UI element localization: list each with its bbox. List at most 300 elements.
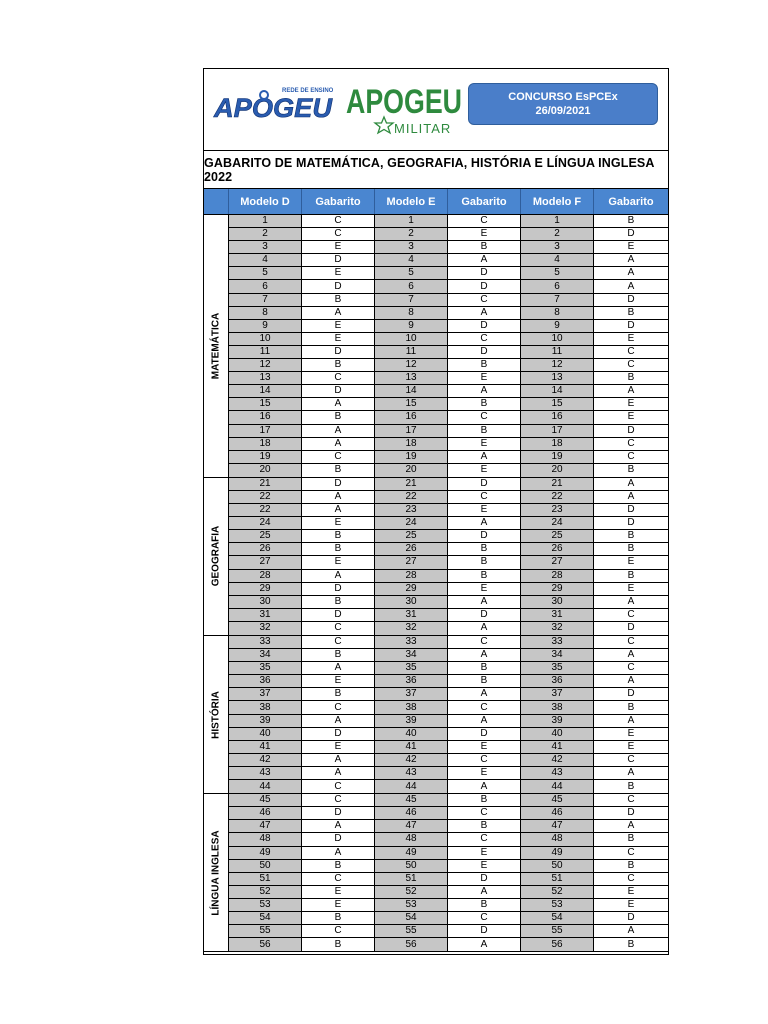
column-header: Gabarito [608, 195, 654, 208]
question-number-cell: 25 [229, 530, 302, 542]
table-row [229, 780, 668, 793]
answer-cell: A [302, 398, 375, 410]
question-number-cell: 27 [521, 556, 594, 568]
answer-cell: E [302, 241, 375, 253]
subject-label: GEOGRAFIA [210, 526, 222, 587]
contest-info-box [468, 83, 658, 125]
table-row [229, 715, 668, 728]
table-row [229, 398, 668, 411]
question-number-cell: 46 [229, 807, 302, 819]
answer-cell: B [302, 294, 375, 306]
question-number-cell: 42 [375, 754, 448, 766]
answer-cell: A [448, 688, 521, 700]
question-number-cell: 14 [375, 385, 448, 397]
question-number-cell: 55 [229, 925, 302, 937]
question-number-cell: 40 [521, 728, 594, 740]
answer-cell: D [302, 280, 375, 292]
column-header-blank [204, 189, 229, 214]
question-number-cell: 36 [521, 675, 594, 687]
question-number-cell: 38 [375, 701, 448, 713]
answer-cell: A [594, 715, 668, 727]
answer-cell: E [302, 517, 375, 529]
question-number-cell: 35 [229, 662, 302, 674]
answer-cell: A [594, 925, 668, 937]
answer-cell: A [594, 385, 668, 397]
answer-cell: E [594, 556, 668, 568]
table-row [229, 464, 668, 477]
answer-cell: A [448, 622, 521, 635]
answer-cell: C [448, 215, 521, 227]
answer-cell: C [302, 873, 375, 885]
answer-cell: C [594, 794, 668, 806]
answer-cell: D [448, 320, 521, 332]
answer-key-sheet [203, 68, 669, 955]
question-number-cell: 29 [229, 583, 302, 595]
question-number-cell: 5 [521, 267, 594, 279]
answer-cell: C [448, 491, 521, 503]
question-number-cell: 22 [229, 504, 302, 516]
question-number-cell: 45 [375, 794, 448, 806]
answer-cell: A [448, 517, 521, 529]
question-number-cell: 1 [521, 215, 594, 227]
question-number-cell: 30 [521, 596, 594, 608]
answer-cell: E [448, 847, 521, 859]
column-header: Gabarito [448, 189, 521, 214]
answer-cell: D [448, 530, 521, 542]
question-number-cell: 30 [375, 596, 448, 608]
answer-cell: B [448, 675, 521, 687]
table-row [229, 820, 668, 833]
question-number-cell: 7 [521, 294, 594, 306]
contest-name: CONCURSO EsPCEx [508, 91, 618, 103]
question-number-cell: 54 [229, 912, 302, 924]
question-number-cell: 26 [521, 543, 594, 555]
answer-cell: B [302, 596, 375, 608]
question-number-cell: 52 [229, 886, 302, 898]
question-number-cell: 10 [229, 333, 302, 345]
question-number-cell: 10 [521, 333, 594, 345]
question-number-cell: 39 [375, 715, 448, 727]
answer-cell: C [302, 701, 375, 713]
question-number-cell: 37 [229, 688, 302, 700]
answer-cell: E [302, 320, 375, 332]
apogeu-rede-de-ensino-logo [212, 83, 336, 123]
question-number-cell: 47 [521, 820, 594, 832]
question-number-cell: 27 [375, 556, 448, 568]
answer-cell: E [594, 741, 668, 753]
answer-cell: A [302, 504, 375, 516]
question-number-cell: 9 [375, 320, 448, 332]
table-row [229, 675, 668, 688]
question-number-cell: 14 [521, 385, 594, 397]
table-row [229, 372, 668, 385]
answer-cell: B [594, 372, 668, 384]
answer-cell: E [594, 398, 668, 410]
question-number-cell: 2 [375, 228, 448, 240]
answer-cell: B [302, 912, 375, 924]
answer-cell: B [302, 860, 375, 872]
answer-cell: D [302, 807, 375, 819]
answer-cell: E [594, 411, 668, 423]
answer-cell: A [594, 767, 668, 779]
answer-cell: B [448, 241, 521, 253]
answer-cell: D [302, 609, 375, 621]
apogeu-militar-logo [344, 79, 464, 137]
answer-cell: C [448, 294, 521, 306]
answer-cell: E [448, 372, 521, 384]
question-number-cell: 39 [521, 715, 594, 727]
answer-cell: D [594, 688, 668, 700]
table-row [229, 556, 668, 569]
answer-cell: D [448, 873, 521, 885]
question-number-cell: 11 [521, 346, 594, 358]
answer-cell: B [594, 570, 668, 582]
answer-cell: A [302, 491, 375, 503]
question-number-cell: 43 [375, 767, 448, 779]
subject-section [204, 636, 668, 794]
column-header: Modelo E [375, 189, 448, 214]
answer-cell: C [594, 609, 668, 621]
page-title: GABARITO DE MATEMÁTICA, GEOGRAFIA, HISTÓRIA E LÍNGUA INGLESA 2022 [204, 151, 668, 189]
answer-cell: A [448, 780, 521, 793]
answer-cell: D [594, 622, 668, 635]
table-row [229, 794, 668, 807]
table-row [229, 570, 668, 583]
question-number-cell: 55 [375, 925, 448, 937]
question-number-cell: 19 [521, 451, 594, 463]
question-number-cell: 17 [375, 425, 448, 437]
answer-cell: B [594, 307, 668, 319]
answer-cell: D [448, 925, 521, 937]
answer-cell: B [448, 398, 521, 410]
question-number-cell: 12 [229, 359, 302, 371]
table-row [229, 294, 668, 307]
answer-cell: C [448, 807, 521, 819]
question-number-cell: 38 [229, 701, 302, 713]
question-number-cell: 25 [375, 530, 448, 542]
answer-cell: C [594, 873, 668, 885]
question-number-cell: 11 [229, 346, 302, 358]
question-number-cell: 36 [229, 675, 302, 687]
question-number-cell: 38 [521, 701, 594, 713]
question-number-cell: 45 [521, 794, 594, 806]
question-number-cell: 15 [375, 398, 448, 410]
answer-cell: A [594, 254, 668, 266]
answer-cell: C [448, 636, 521, 648]
answer-cell: E [448, 583, 521, 595]
subject-section [204, 478, 668, 636]
table-row [229, 320, 668, 333]
answer-cell: A [594, 478, 668, 490]
question-number-cell: 33 [229, 636, 302, 648]
answer-cell: C [302, 622, 375, 635]
question-number-cell: 34 [229, 649, 302, 661]
question-number-cell: 42 [229, 754, 302, 766]
answer-cell: C [302, 636, 375, 648]
answer-cell: A [302, 715, 375, 727]
table-row [229, 228, 668, 241]
table-row [229, 728, 668, 741]
question-number-cell: 56 [521, 938, 594, 951]
answer-cell: C [302, 925, 375, 937]
column-header-row [204, 189, 668, 215]
answer-cell: E [594, 333, 668, 345]
question-number-cell: 18 [521, 438, 594, 450]
answer-cell: C [594, 636, 668, 648]
question-number-cell: 47 [375, 820, 448, 832]
answer-cell: E [302, 267, 375, 279]
answer-cell: E [448, 860, 521, 872]
table-row [229, 754, 668, 767]
answer-cell: B [448, 899, 521, 911]
answer-cell: C [448, 701, 521, 713]
question-number-cell: 10 [375, 333, 448, 345]
answer-cell: D [302, 254, 375, 266]
question-number-cell: 56 [375, 938, 448, 951]
answer-cell: E [302, 333, 375, 345]
answer-cell: D [594, 807, 668, 819]
answer-cell: D [594, 912, 668, 924]
answer-cell: C [302, 780, 375, 793]
answer-cell: C [302, 451, 375, 463]
answer-cell: A [448, 596, 521, 608]
table-row [229, 425, 668, 438]
question-number-cell: 31 [229, 609, 302, 621]
table-row [229, 267, 668, 280]
question-number-cell: 20 [521, 464, 594, 477]
answer-cell: B [448, 662, 521, 674]
table-row [229, 359, 668, 372]
answer-cell: C [448, 333, 521, 345]
question-number-cell: 14 [229, 385, 302, 397]
table-row [229, 333, 668, 346]
answer-cell: E [594, 583, 668, 595]
answer-cell: D [594, 320, 668, 332]
question-number-cell: 2 [229, 228, 302, 240]
answer-cell: D [594, 504, 668, 516]
question-number-cell: 13 [375, 372, 448, 384]
answer-cell: E [448, 504, 521, 516]
answer-cell: C [302, 228, 375, 240]
question-number-cell: 6 [375, 280, 448, 292]
question-number-cell: 51 [229, 873, 302, 885]
question-number-cell: 42 [521, 754, 594, 766]
answer-cell: B [302, 938, 375, 951]
question-number-cell: 37 [521, 688, 594, 700]
question-number-cell: 54 [375, 912, 448, 924]
question-number-cell: 6 [521, 280, 594, 292]
answer-cell: E [448, 464, 521, 477]
question-number-cell: 48 [521, 833, 594, 845]
answer-cell: E [302, 899, 375, 911]
question-number-cell: 41 [521, 741, 594, 753]
question-number-cell: 47 [229, 820, 302, 832]
question-number-cell: 28 [229, 570, 302, 582]
answer-cell: B [302, 530, 375, 542]
answer-cell: E [302, 556, 375, 568]
question-number-cell: 56 [229, 938, 302, 951]
answer-cell: B [594, 215, 668, 227]
answer-cell: D [302, 728, 375, 740]
question-number-cell: 21 [521, 478, 594, 490]
answer-cell: B [594, 543, 668, 555]
question-number-cell: 31 [521, 609, 594, 621]
question-number-cell: 28 [375, 570, 448, 582]
answer-cell: B [302, 464, 375, 477]
answer-cell: B [594, 701, 668, 713]
table-row [229, 215, 668, 228]
logo-right-sub-text: MILITAR [394, 121, 452, 136]
question-number-cell: 41 [375, 741, 448, 753]
answer-cell: D [448, 346, 521, 358]
answer-cell: E [302, 675, 375, 687]
question-number-cell: 5 [229, 267, 302, 279]
table-row [229, 701, 668, 714]
question-number-cell: 49 [375, 847, 448, 859]
question-number-cell: 1 [229, 215, 302, 227]
question-number-cell: 23 [521, 504, 594, 516]
table-row [229, 596, 668, 609]
answer-cell: B [448, 425, 521, 437]
question-number-cell: 48 [375, 833, 448, 845]
subject-label-cell [204, 215, 229, 477]
subject-label-cell [204, 478, 229, 635]
contest-date: 26/09/2021 [535, 105, 591, 117]
table-row [229, 543, 668, 556]
table-row [229, 504, 668, 517]
answer-cell: C [594, 847, 668, 859]
answer-cell: A [594, 280, 668, 292]
question-number-cell: 12 [375, 359, 448, 371]
header [204, 69, 668, 151]
answer-cell: D [302, 583, 375, 595]
table-row [229, 767, 668, 780]
answer-cell: C [594, 346, 668, 358]
question-number-cell: 27 [229, 556, 302, 568]
table-row [229, 583, 668, 596]
question-number-cell: 3 [229, 241, 302, 253]
answer-cell: A [594, 596, 668, 608]
question-number-cell: 49 [229, 847, 302, 859]
question-number-cell: 20 [375, 464, 448, 477]
question-number-cell: 1 [375, 215, 448, 227]
table-row [229, 912, 668, 925]
answer-cell: B [448, 820, 521, 832]
answer-cell: A [594, 267, 668, 279]
answer-cell: A [594, 491, 668, 503]
table-row [229, 636, 668, 649]
question-number-cell: 54 [521, 912, 594, 924]
answer-cell: C [302, 372, 375, 384]
question-number-cell: 24 [375, 517, 448, 529]
subject-label: HISTÓRIA [210, 690, 222, 739]
answer-cell: B [448, 570, 521, 582]
answer-cell: D [448, 728, 521, 740]
answer-cell: E [594, 886, 668, 898]
question-number-cell: 8 [521, 307, 594, 319]
table-row [229, 609, 668, 622]
question-number-cell: 50 [521, 860, 594, 872]
question-number-cell: 18 [229, 438, 302, 450]
question-number-cell: 26 [375, 543, 448, 555]
table-row [229, 517, 668, 530]
question-number-cell: 35 [375, 662, 448, 674]
question-number-cell: 35 [521, 662, 594, 674]
answer-cell: C [302, 215, 375, 227]
answer-cell: D [448, 478, 521, 490]
question-number-cell: 8 [375, 307, 448, 319]
answer-cell: E [448, 741, 521, 753]
table-row [229, 649, 668, 662]
answer-cell: C [302, 794, 375, 806]
table-row [229, 491, 668, 504]
question-number-cell: 40 [229, 728, 302, 740]
question-number-cell: 46 [521, 807, 594, 819]
answer-cell: A [448, 649, 521, 661]
question-number-cell: 53 [521, 899, 594, 911]
answer-cell: B [448, 543, 521, 555]
table-row [229, 860, 668, 873]
table-row [229, 280, 668, 293]
question-number-cell: 48 [229, 833, 302, 845]
question-number-cell: 32 [521, 622, 594, 635]
answer-cell: D [302, 833, 375, 845]
answer-cell: D [302, 385, 375, 397]
question-number-cell: 2 [521, 228, 594, 240]
question-number-cell: 44 [229, 780, 302, 793]
answer-cell: E [594, 728, 668, 740]
answer-cell: A [448, 938, 521, 951]
question-number-cell: 7 [229, 294, 302, 306]
table-row [229, 385, 668, 398]
table-row [229, 346, 668, 359]
column-header: Modelo F [521, 189, 594, 214]
answer-cell: A [594, 649, 668, 661]
table-row [229, 886, 668, 899]
answer-cell: D [448, 609, 521, 621]
table-row [229, 411, 668, 424]
question-number-cell: 46 [375, 807, 448, 819]
answer-cell: C [448, 754, 521, 766]
question-number-cell: 44 [521, 780, 594, 793]
question-number-cell: 33 [375, 636, 448, 648]
table-row [229, 530, 668, 543]
question-number-cell: 26 [229, 543, 302, 555]
question-number-cell: 19 [375, 451, 448, 463]
answer-cell: E [594, 241, 668, 253]
answer-cell: A [302, 425, 375, 437]
answer-cell: E [594, 899, 668, 911]
table-row [229, 254, 668, 267]
question-number-cell: 16 [375, 411, 448, 423]
question-number-cell: 36 [375, 675, 448, 687]
answer-cell: E [302, 886, 375, 898]
answer-cell: E [448, 438, 521, 450]
answer-cell: B [594, 938, 668, 951]
answer-cell: B [302, 411, 375, 423]
logo-left-small-text: REDE DE ENSINO [282, 88, 334, 94]
question-number-cell: 50 [375, 860, 448, 872]
question-number-cell: 28 [521, 570, 594, 582]
question-number-cell: 16 [521, 411, 594, 423]
question-number-cell: 30 [229, 596, 302, 608]
table-row [229, 622, 668, 635]
answer-cell: A [594, 675, 668, 687]
question-number-cell: 37 [375, 688, 448, 700]
answer-cell: A [302, 754, 375, 766]
answer-cell: A [594, 820, 668, 832]
table-row [229, 662, 668, 675]
